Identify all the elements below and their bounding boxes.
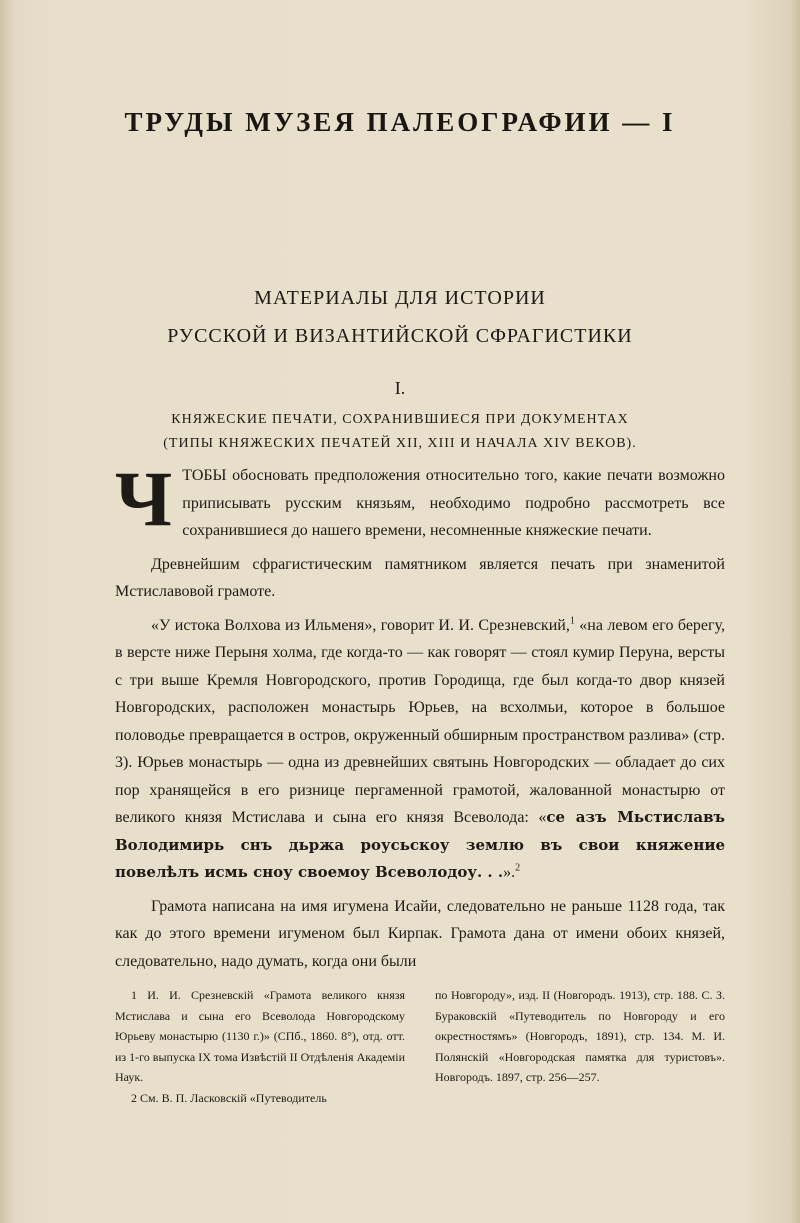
section-subtitle-line2: (ТИПЫ КНЯЖЕСКИХ ПЕЧАТЕЙ XII, XIII И НАЧАЛА XIV ВЕКОВ). <box>163 436 637 451</box>
paragraph-3 <box>115 612 725 887</box>
drop-cap: Ч <box>115 455 173 542</box>
section-subtitle-line1: КНЯЖЕСКИЕ ПЕЧАТИ, СОХРАНИВШИЕСЯ ПРИ ДОКУМЕНТАХ <box>171 412 629 427</box>
paragraph-1 <box>115 455 725 545</box>
footnotes-left-column <box>115 985 405 1108</box>
running-head: ТРУДЫ МУЗЕЯ ПАЛЕОГРАФИИ — I <box>124 107 676 137</box>
footnotes-right-column <box>435 985 725 1108</box>
paragraph-1-text: ТОБЫ обосновать предположения относительно того, какие печати возможно приписывать русским князьям, необходимо подробно рассмотреть все сохранившиеся до нашего времени, несомненные княжеские печати. <box>182 467 725 539</box>
body-text <box>115 455 725 975</box>
paragraph-3-text-c: ». <box>503 864 516 881</box>
footnote-2-continued: по Новгороду», изд. II (Новгородъ. 1913), стр. 188. С. З. Бураковскій «Путеводитель по Новгороду и его окрестностямъ» (Новгородъ, 1891), стр. 134. М. И. Полянскій «Новгородская памятка для туристовъ». Новгородъ. 1897, стр. 256—257. <box>435 988 725 1084</box>
paragraph-4: Грамота написана на имя игумена Исайи, следовательно не раньше 1128 года, так как до этого времени игуменом был Кирпак. Грамота дана от имени обоих князей, следовательно, надо думать, когда они были <box>115 897 725 970</box>
footnote-ref-2: 2 <box>515 862 521 874</box>
article-title-line1: МАТЕРИАЛЫ ДЛЯ ИСТОРИИ <box>254 287 546 309</box>
footnote-ref-1: 1 <box>569 615 575 627</box>
footnote-1: 1 И. И. Срезневскій «Грамота великого князя Мстислава и сына его Всеволода Новгородскому Юрьеву монастырю (1130 г.)» (СПб., 1860. 8°), отд. отт. из 1-го выпуска IX тома Извѣстій II Отдѣленія Академіи Наук. <box>115 988 405 1084</box>
footnote-2: 2 См. В. П. Ласковскій «Путеводитель <box>131 1090 327 1105</box>
footnotes <box>115 985 725 1108</box>
slavonic-quote: се азъ Мьстиславъ Володимирь снъ дьржа роусьскоу землю въ свои княжение повелѣлъ исмь сноу своемоу Всеволодоу. . . <box>115 808 725 881</box>
section-number: I. <box>394 378 406 398</box>
article-title-line2: РУССКОЙ И ВИЗАНТИЙСКОЙ СФРАГИСТИКИ <box>167 325 633 347</box>
paragraph-3-text-b: «на левом его берегу, в версте ниже Перыня холма, где когда-то — как говорят — стоял кумир Перуна, версты с три выше Кремля Новгородского, против Городища, где был когда-то двор князей Новгородских, расположен монастырь Юрьев, на всхолмьи, которое в большое половодье превращается в остров, окруженный обширным пространством разлива» (стр. 3). Юрьев монастырь — одна из древнейших святынь Новгородских — обладает до сих пор хранящейся в его ризнице пергаменной грамотой, жалованной монастырю от великого князя Мстислава и сына его князя Всеволода: « <box>115 616 725 826</box>
paragraph-2: Древнейшим сфрагистическим памятником является печать при знаменитой Мстиславовой грамоте. <box>115 555 725 600</box>
paragraph-3-text-a: «У истока Волхова из Ильменя», говорит И. И. Срезневский, <box>151 616 570 634</box>
